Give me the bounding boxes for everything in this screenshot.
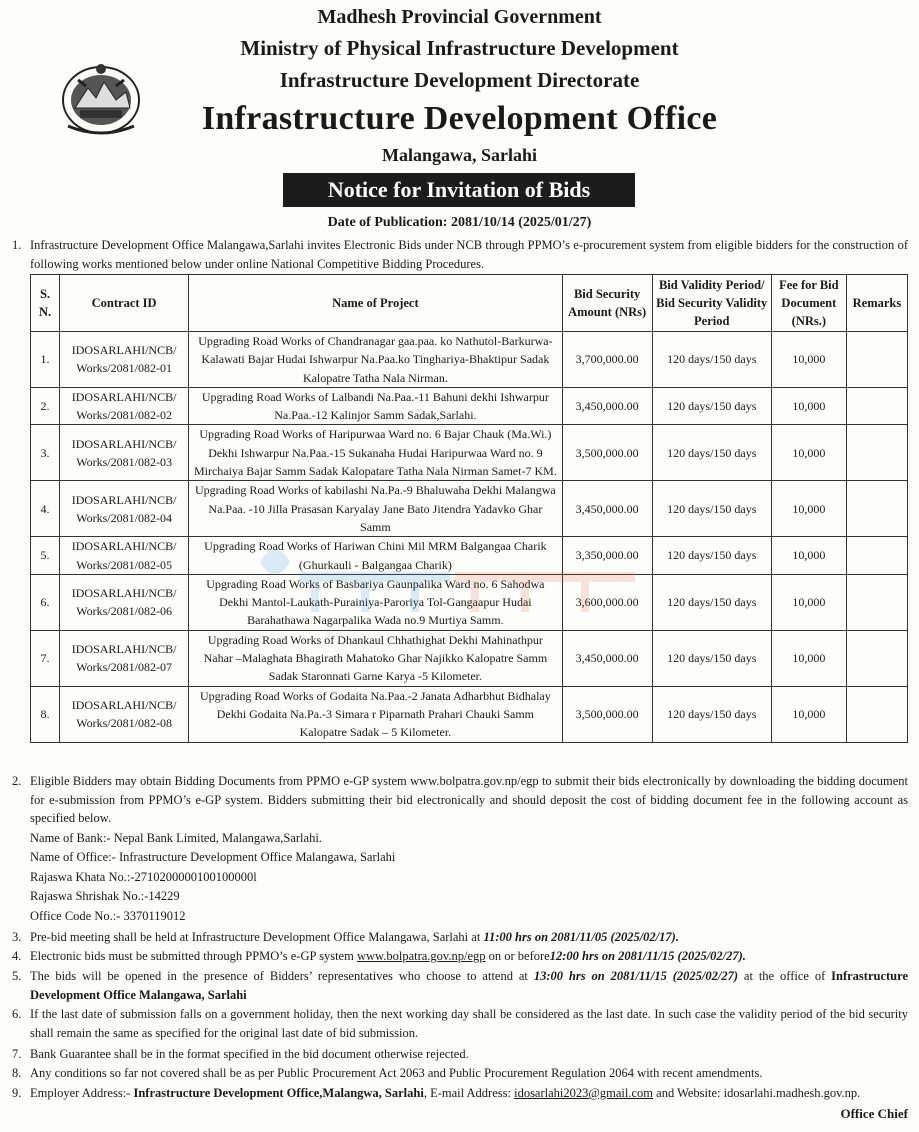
cell-bid-security: 3,600,000.00 bbox=[562, 574, 652, 630]
signature-title: Office Chief bbox=[840, 1106, 908, 1121]
cell-fee: 10,000 bbox=[771, 481, 846, 537]
cell-remarks bbox=[846, 686, 907, 742]
cell-fee: 10,000 bbox=[771, 425, 846, 481]
header-bid-security: Bid Security Amount (NRs) bbox=[562, 275, 652, 332]
cell-project-name: Upgrading Road Works of Lalbandi Na.Paa.-11 Bahuni dekhi Ishwarpur Na.Paa.-12 Kalinjor Samm Sadak,Sarlahi. bbox=[189, 387, 562, 425]
header-contract-id: Contract ID bbox=[60, 275, 189, 332]
cell-bid-security: 3,500,000.00 bbox=[562, 425, 652, 481]
cell-bid-security: 3,700,000.00 bbox=[562, 332, 652, 388]
paragraph-2 bbox=[12, 772, 908, 925]
cell-project-name: Upgrading Road Works of Haripurwaa Ward no. 6 Bajar Chauk (Ma.Wi.) Dekhi Ishwarpur Na.Paa.-15 Sukanaha Hudai Haripurwaa Ward no. 9 Mirchaiya Bajar Samm Sadak Kalopatare Tatha Nala Nirman Samet-7 KM. bbox=[189, 425, 562, 481]
paragraph-text: If the last date of submission falls on a government holiday, then the next working day shall be considered as the last date. In such case the validity period of the bid security shall remain the same as specified for the original last date of bid submission. bbox=[30, 1007, 908, 1040]
office-code: Office Code No.:- 3370119012 bbox=[30, 908, 186, 923]
cell-contract-id: IDOSARLAHI/NCB/ Works/2081/082-07 bbox=[60, 630, 189, 686]
cell-fee: 10,000 bbox=[771, 332, 846, 388]
cell-bid-security: 3,450,000.00 bbox=[562, 481, 652, 537]
item-number: 8. bbox=[12, 1066, 22, 1080]
cell-fee: 10,000 bbox=[771, 387, 846, 425]
table-row bbox=[31, 387, 908, 425]
cell-remarks bbox=[846, 630, 907, 686]
table-row bbox=[31, 481, 908, 537]
bank-name: Name of Bank:- Nepal Bank Limited, Malangawa,Sarlahi. bbox=[30, 830, 322, 845]
cell-remarks bbox=[846, 574, 907, 630]
email-link[interactable]: idosarlahi2023@gmail.com bbox=[514, 1086, 654, 1100]
cell-validity: 120 days/150 days bbox=[652, 481, 771, 537]
cell-validity: 120 days/150 days bbox=[652, 574, 771, 630]
cell-remarks bbox=[846, 387, 907, 425]
government-name: Madhesh Provincial Government bbox=[317, 6, 602, 28]
paragraph-8 bbox=[12, 1064, 908, 1083]
cell-fee: 10,000 bbox=[771, 574, 846, 630]
paragraph-text: on or before bbox=[485, 949, 550, 963]
item-number: 6. bbox=[12, 1007, 22, 1021]
paragraph-9 bbox=[12, 1084, 908, 1103]
header-fee: Fee for Bid Document (NRs.) bbox=[771, 275, 846, 332]
cell-project-name: Upgrading Road Works of Chandranagar gaa.paa. ko Nathutol-Barkurwa-Kalawati Bajar Hudai Ishwarpur Na.Paa.ko Tinghariya-Bhaktipur Sadak Kalopatre Tatha Nala Nirman. bbox=[189, 332, 562, 388]
item-number: 4. bbox=[12, 949, 22, 963]
cell-validity: 120 days/150 days bbox=[652, 425, 771, 481]
cell-remarks bbox=[846, 425, 907, 481]
cell-contract-id: IDOSARLAHI/NCB/ Works/2081/082-08 bbox=[60, 686, 189, 742]
paragraph-text: Bank Guarantee shall be in the format specified in the bid document otherwise rejected. bbox=[30, 1047, 469, 1061]
cell-bid-security: 3,450,000.00 bbox=[562, 630, 652, 686]
cell-sn: 6. bbox=[31, 574, 60, 630]
cell-project-name: Upgrading Road Works of kabilashi Na.Pa.-9 Bhaluwaha Dekhi Malangwa Na.Paa. -10 Jilla Prasasan Karyalay Jane Bato Jitendra Yadavko Ghar Samm bbox=[189, 481, 562, 537]
item-number: 9. bbox=[12, 1086, 22, 1100]
cell-contract-id: IDOSARLAHI/NCB/ Works/2081/082-03 bbox=[60, 425, 189, 481]
cell-sn: 8. bbox=[31, 686, 60, 742]
paragraph-text: at the office of bbox=[738, 969, 832, 983]
cell-validity: 120 days/150 days bbox=[652, 537, 771, 575]
directorate-name: Infrastructure Development Directorate bbox=[279, 68, 640, 92]
rajaswa-khata: Rajaswa Khata No.:-2710200000100100000l bbox=[30, 869, 257, 884]
header-validity: Bid Validity Period/ Bid Security Validity Period bbox=[652, 275, 771, 332]
cell-sn: 1. bbox=[31, 332, 60, 388]
paragraph-text: and Website: idosarlahi.madhesh.gov.np. bbox=[653, 1086, 861, 1100]
paragraph-7 bbox=[12, 1045, 908, 1064]
paragraph-6 bbox=[12, 1005, 908, 1042]
cell-project-name: Upgrading Road Works of Dhankaul Chhathighat Dekhi Mahinathpur Nahar –Malaghata Bhagirath Mahatoko Ghar Najikko Kalopatre Samm Sadak Staronnati Garne Karya -5 Kilometer. bbox=[189, 630, 562, 686]
publication-date: Date of Publication: 2081/10/14 (2025/01/27) bbox=[327, 215, 592, 230]
cell-project-name: Upgrading Road Works of Godaita Na.Paa.-2 Janata Adharbhut Bidhalay Dekhi Godaita Na.Pa.-3 Simara r Piparnath Prahari Chauki Samm Kalopatre Sadak – 5 Kilometer. bbox=[189, 686, 562, 742]
header-sn: S. N. bbox=[31, 275, 60, 332]
cell-contract-id: IDOSARLAHI/NCB/ Works/2081/082-05 bbox=[60, 537, 189, 575]
cell-validity: 120 days/150 days bbox=[652, 387, 771, 425]
cell-project-name: Upgrading Road Works of Hariwan Chini Mil MRM Balgangaa Charik (Ghurkauli - Balgangaa Charik) bbox=[189, 537, 562, 575]
opening-time: 13:00 hrs on 2081/11/15 (2025/02/27) bbox=[533, 969, 738, 983]
cell-sn: 4. bbox=[31, 481, 60, 537]
header-remarks: Remarks bbox=[846, 275, 907, 332]
egp-link[interactable]: www.bolpatra.gov.np/egp bbox=[356, 949, 486, 963]
cell-bid-security: 3,450,000.00 bbox=[562, 387, 652, 425]
paragraph-4 bbox=[12, 947, 908, 966]
paragraph-text: Eligible Bidders may obtain Bidding Documents from PPMO e-GP system www.bolpatra.gov.np/egp to submit their bids electronically by downloading the bidding document for e-submission from PPMO’s e-GP system. Bidders submitting their bid electronically and should deposit the cost of bidding document fee in the following account as specified below. bbox=[30, 774, 908, 825]
item-number: 1. bbox=[12, 238, 22, 252]
office-account-name: Name of Office:- Infrastructure Development Office Malangawa, Sarlahi bbox=[30, 850, 396, 864]
paragraph-3 bbox=[12, 928, 908, 947]
cell-bid-security: 3,500,000.00 bbox=[562, 686, 652, 742]
paragraph-text: Pre-bid meeting shall be held at Infrastructure Development Office Malangawa, Sarlahi at bbox=[30, 930, 484, 944]
opening-office: Infrastructure Development Office Malangawa, Sarlahi bbox=[30, 969, 908, 1002]
table-header-row bbox=[31, 275, 908, 332]
office-name: Infrastructure Development Office bbox=[201, 100, 718, 137]
table-row bbox=[31, 332, 908, 388]
table-row bbox=[31, 425, 908, 481]
submission-deadline: 12:00 hrs on 2081/11/15 (2025/02/27). bbox=[549, 949, 746, 963]
cell-remarks bbox=[846, 537, 907, 575]
paragraph-text: Infrastructure Development Office Malangawa,Sarlahi invites Electronic Bids under NCB through PPMO’s e-procurement system from eligible bidders for the construction of following works mentioned below under online National Competitive Bidding Procedures. bbox=[30, 238, 908, 271]
paragraph-text: Any conditions so far not covered shall be as per Public Procurement Act 2063 and Public Procurement Regulation 2064 with recent amendments. bbox=[30, 1066, 763, 1080]
item-number: 7. bbox=[12, 1047, 22, 1061]
cell-contract-id: IDOSARLAHI/NCB/ Works/2081/082-02 bbox=[60, 387, 189, 425]
paragraph-text: Employer Address:- bbox=[30, 1086, 134, 1100]
cell-sn: 3. bbox=[31, 425, 60, 481]
prebid-time: 11:00 hrs on 2081/11/05 (2025/02/17). bbox=[483, 930, 679, 944]
paragraph-text: Electronic bids must be submitted through PPMO’s e-GP system bbox=[30, 949, 357, 963]
cell-remarks bbox=[846, 332, 907, 388]
cell-sn: 5. bbox=[31, 537, 60, 575]
cell-validity: 120 days/150 days bbox=[652, 630, 771, 686]
cell-fee: 10,000 bbox=[771, 537, 846, 575]
nepal-emblem-icon bbox=[58, 60, 144, 136]
cell-project-name: Upgrading Road Works of Basbariya Gaunpalika Ward no. 6 Sahodwa Dekhi Mantol-Laukath-Purainiya-Paroriya Tol-Gangaapur Hudai Barahathawa Nagarpalika Wada no.9 Murtiya Samm. bbox=[189, 574, 562, 630]
cell-contract-id: IDOSARLAHI/NCB/ Works/2081/082-04 bbox=[60, 481, 189, 537]
item-number: 5. bbox=[12, 969, 22, 983]
cell-validity: 120 days/150 days bbox=[652, 686, 771, 742]
rajaswa-shrishak: Rajaswa Shrishak No.:-14229 bbox=[30, 889, 180, 903]
bids-table bbox=[30, 274, 908, 743]
cell-remarks bbox=[846, 481, 907, 537]
cell-bid-security: 3,350,000.00 bbox=[562, 537, 652, 575]
paragraph-text: The bids will be opened in the presence of Bidders’ representatives who choose to attend at bbox=[30, 969, 534, 983]
notice-title: Notice for Invitation of Bids bbox=[283, 173, 635, 207]
cell-fee: 10,000 bbox=[771, 630, 846, 686]
cell-sn: 7. bbox=[31, 630, 60, 686]
header-project-name: Name of Project bbox=[189, 275, 562, 332]
cell-sn: 2. bbox=[31, 387, 60, 425]
item-number: 2. bbox=[12, 774, 22, 788]
office-location: Malangawa, Sarlahi bbox=[381, 145, 537, 165]
table-row bbox=[31, 537, 908, 575]
cell-fee: 10,000 bbox=[771, 686, 846, 742]
cell-validity: 120 days/150 days bbox=[652, 332, 771, 388]
employer-address: Infrastructure Development Office,Malangwa, Sarlahi bbox=[133, 1086, 424, 1100]
cell-contract-id: IDOSARLAHI/NCB/ Works/2081/082-06 bbox=[60, 574, 189, 630]
table-row bbox=[31, 574, 908, 630]
paragraph-1 bbox=[12, 236, 908, 273]
cell-contract-id: IDOSARLAHI/NCB/ Works/2081/082-01 bbox=[60, 332, 189, 388]
table-row bbox=[31, 686, 908, 742]
item-number: 3. bbox=[12, 930, 22, 944]
table-row bbox=[31, 630, 908, 686]
paragraph-text: , E-mail Address: bbox=[423, 1086, 515, 1100]
paragraph-5 bbox=[12, 967, 908, 1004]
ministry-name: Ministry of Physical Infrastructure Development bbox=[240, 36, 679, 60]
